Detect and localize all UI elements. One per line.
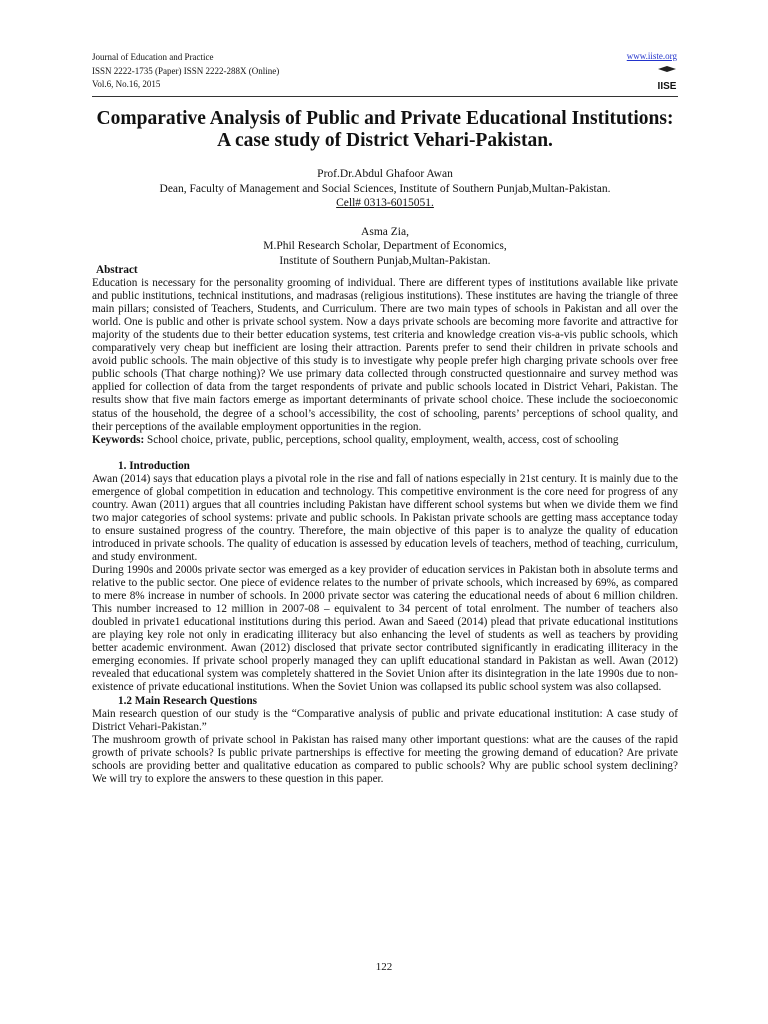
journal-website-block	[627, 51, 677, 61]
keywords-text: School choice, private, public, perceptions, school quality, employment, wealth, access, cost of schooling	[144, 433, 619, 446]
introduction-paragraph-2: During 1990s and 2000s private sector was emerged as a key provider of education services in Pakistan both in absolute terms and relative to the public sector. One piece of evidence relates to the number of private schools, which increased by 69%, as compared to mere 8% increase in number of schools. In 2000 private sector was catering the educational needs of about 6 million children. This number increased to 12 million in 2007-08 – equivalent to 34 percent of total enrolment. The number of teachers also doubled in private1 educational institutions during this period. Awan and Saeed (2014) plead that private educational institutions are playing key role not only in eradicating illiteracy but also enhancing the level of students as well as teachers by providing better academic environment. Awan (2012) disclosed that private sector contributed significantly in eradicating illiteracy in the emerging economies. If private school properly managed they can uplift educational standard in Pakistan as well. Awan (2012) revealed that educational system was completely shattered in the Soviet Union after its disintegration in the late 1990s due to non-existence of private educational institutions. When the Soviet Union was collapsed its public school system was also collapsed.	[92, 564, 678, 694]
paper-body	[92, 264, 678, 786]
introduction-heading: 1. Introduction	[118, 459, 190, 472]
logo-text: IISE	[657, 81, 677, 92]
author-block	[92, 167, 678, 268]
iiste-logo-icon	[655, 65, 679, 93]
paper-title: Comparative Analysis of Public and Private Educational Institutions: A case study of District Vehari-Pakistan.	[96, 108, 674, 151]
author2-affiliation: Institute of Southern Punjab,Multan-Pakistan.	[279, 254, 491, 267]
abstract-text: Education is necessary for the personality grooming of individual. There are different types of institutions available like private and public institutions, technical institutions, and madrasas (religious institutions). These institutes are having the triangle of three main pillars; consisted of Teachers, Students, and Curriculum. There are two main types of schools in Pakistan and all over the world. One is public and other is private school system. Now a days private schools are becoming more favorite and attractive for majority of the students due to their better education systems, test criteria and knowledge creation vis-a-vis public schools, which comparatively very cheap but inefficient are losing their attraction. Parents prefer to send their children in private schools and avoid public schools. The main objective of this study is to investigate why people prefer high charging private schools over free public schools (That charge nothing)? We use primary data collected through constructed questionnaire and survey method was applied for collection of data from the target respondents of private and public schools located in District Vehari, Pakistan. The results show that five main factors emerge as important determinants of private school choice. These include the socioeconomic status of the household, the degree of a school’s accessibility, the cost of schooling, parents’ perceptions of school quality, and their perceptions of the available employment opportunities in the region.	[92, 277, 678, 433]
journal-issn: ISSN 2222-1735 (Paper) ISSN 2222-288X (Online)	[92, 65, 280, 76]
journal-name: Journal of Education and Practice	[92, 52, 214, 62]
abstract-heading: Abstract	[96, 264, 138, 276]
research-questions-paragraph-2: The mushroom growth of private school in Pakistan has raised many other important questions: what are the causes of the rapid growth of private schools? Is public private partnerships is effective for meeting the growing demand of education? Are private schools are providing better and qualitative education as compared to public schools? Why are public school system declining? We will try to explore the answers to these question in this paper.	[92, 733, 678, 785]
journal-volume: Vol.6, No.16, 2015	[92, 79, 161, 89]
journal-header	[92, 51, 279, 92]
page-number: 122	[375, 961, 393, 973]
author1-affiliation: Dean, Faculty of Management and Social Sciences, Institute of Southern Punjab,Multan-Pakistan.	[159, 182, 611, 195]
introduction-paragraph-1: Awan (2014) says that education plays a pivotal role in the rise and fall of nations especially in 21st century. It is mainly due to the emergence of global competition in education and technology. This competitive environment is the core need for progress of any country. Awan (2011) argues that all countries including Pakistan have different school systems but when we divide them we find two major categories of school systems: private and public schools. In Pakistan private schools are getting mass acceptance today to ensure sustained progress of the country. Therefore, the main objective of this paper is to analyze the quality of education introduced in private schools. The quality of education is assessed by education levels of teachers, method of teaching, curriculum, and study environment.	[92, 472, 678, 563]
author2-name: Asma Zia,	[361, 225, 409, 238]
header-rule	[92, 96, 678, 97]
keywords	[92, 434, 678, 447]
author1-cell: Cell# 0313-6015051.	[336, 197, 434, 209]
author1-name: Prof.Dr.Abdul Ghafoor Awan	[317, 168, 453, 180]
keywords-label: Keywords:	[92, 433, 145, 446]
author2-role: M.Phil Research Scholar, Department of Economics,	[263, 240, 507, 252]
research-questions-heading: 1.2 Main Research Questions	[118, 694, 258, 707]
research-questions-paragraph-1: Main research question of our study is the “Comparative analysis of public and private educational institution: A case study of District Vehari-Pakistan.”	[92, 707, 678, 733]
journal-website-link[interactable]: www.iiste.org	[626, 51, 677, 61]
